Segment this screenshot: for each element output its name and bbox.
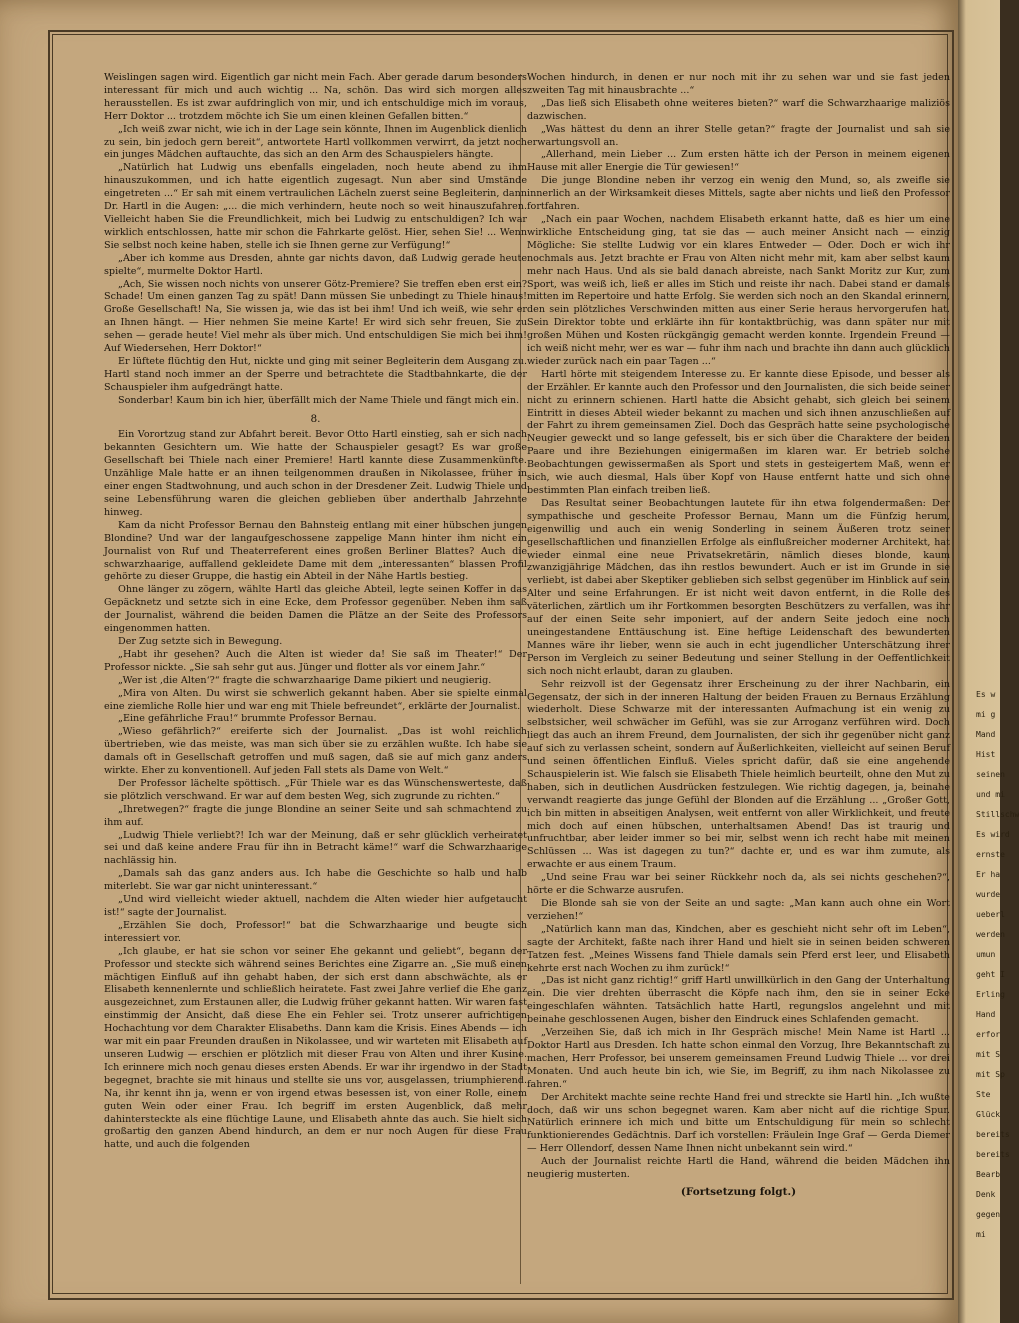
paragraph: „Und wird vielleicht wieder aktuell, nachdem die Alten wieder hier aufgetaucht ist!“ sagte der Journalist. — [104, 894, 527, 918]
paragraph: Die junge Blondine neben ihr verzog ein wenig den Mund, so, als zweifle sie innerlich an der Wirksamkeit dieses Mittels, sagte aber nichts und ließ den Professor fortfahren. — [527, 175, 950, 213]
paragraph: „Aber ich komme aus Dresden, ahnte gar nichts davon, daß Ludwig gerade heute spielte“, murmelte Doktor Hartl. — [104, 252, 527, 277]
adjacent-page-fragment: Mand — [976, 730, 996, 739]
paragraph: „Was hättest du denn an ihrer Stelle getan?“ fragte der Journalist und sah sie erwartungsvoll an. — [527, 123, 950, 148]
right-text-column — [527, 72, 950, 1286]
paragraph: „Mira von Alten. Du wirst sie schwerlich gekannt haben. Aber sie spielte einmal eine ziemliche Rolle hier und war eng mit Thiele befreundet“, erklärte der Journalist. — [104, 687, 527, 712]
paragraph: Der Professor lächelte spöttisch. „Für Thiele war es das Wünschenswerteste, daß sie plötzlich verschwand. Er war auf dem besten Weg, sich zugrunde zu richten.“ — [104, 777, 527, 802]
adjacent-page-fragment: seinen — [976, 770, 1005, 779]
paragraph: Der Architekt machte seine rechte Hand frei und streckte sie Hartl hin. „Ich wußte doch, daß wir uns schon begegnet waren. Kam aber nicht auf die richtige Spur. Natürlich erinnere ich mich und bitte um Entschuldigung für mein so schlecht funktionierendes Gedächtnis. Darf ich vorstellen: Fräulein Inge Graf — Gerda Diemer — Herr Ollendorf, dessen Name Ihnen nicht unbekannt sein wird.“ — [527, 1091, 950, 1155]
adjacent-page-fragment: Denk — [976, 1190, 996, 1199]
paragraph: „Ludwig Thiele verliebt?! Ich war der Meinung, daß er sehr glücklich verheiratet sei und daß keine andere Frau für ihn in Betracht käme!“ warf die Schwarzhaarige nachlässig hin. — [104, 829, 527, 867]
paragraph: „Erzählen Sie doch, Professor!“ bat die Schwarzhaarige und beugte sich interessiert vor. — [104, 919, 527, 944]
adjacent-page-fragment: Glück — [976, 1110, 1001, 1119]
adjacent-page-fragment: Er ha — [976, 870, 1001, 879]
paragraph: „Und seine Frau war bei seiner Rückkehr noch da, als sei nichts geschehen?“, hörte er die Schwarze ausrufen. — [527, 872, 950, 897]
adjacent-page-fragment: Stillschw — [976, 810, 1019, 819]
paragraph: „Damals sah das ganz anders aus. Ich habe die Geschichte so halb und halb miterlebt. Sie war gar nicht uninteressant.“ — [104, 868, 527, 893]
paragraph: Sonderbar! Kaum bin ich hier, überfällt mich der Name Thiele und fängt mich ein. — [118, 394, 520, 406]
paragraph: „Natürlich kann man das, Kindchen, aber es geschieht nicht sehr oft im Leben“, sagte der Architekt, faßte nach ihrer Hand und hielt sie in seinen beiden schweren Tatzen fest. „Meines Wissens fand Thiele damals sein Pferd erst leer, und Elisabeth kehrte erst nach Wochen zu ihm zurück!“ — [527, 923, 950, 974]
paragraph: „Ihretwegen?“ fragte die junge Blondine an seiner Seite und sah schmachtend zu ihm auf. — [104, 803, 527, 828]
adjacent-page-fragment: Es wird — [976, 830, 1010, 839]
paragraph: „Das ließ sich Elisabeth ohne weiteres bieten?“ warf die Schwarzhaarige maliziös dazwischen. — [527, 97, 950, 122]
paragraph: „Das ist nicht ganz richtig!“ griff Hartl unwillkürlich in den Gang der Unterhaltung ein. Die vier drehten überrascht die Köpfe nach ihm, den sie in seiner Ecke eingeschlafen wähnten. Tatsächlich hatte Hartl, regungslos angelehnt und mit beinahe geschlossenen Augen, bisher den Eindruck eines Schlafenden gemacht. — [527, 975, 950, 1026]
paragraph: Der Zug setzte sich in Bewegung. — [118, 635, 283, 647]
paragraph: „Natürlich hat Ludwig uns ebenfalls eingeladen, noch heute abend zu ihm hinauszukommen, und ich hatte eigentlich zugesagt. Nun aber sind Umstände eingetreten ...“ Er sah mit einem vertraulichen Lächeln zuerst seine Begleiterin, dann Dr. Hartl in die Augen: „... die mich verhindern, heute noch so weit hinauszufahren. Vielleicht haben Sie die Freundlichkeit, mich bei Ludwig zu entschuldigen? Ich war wirklich entschlossen, hatte mir schon die Fahrkarte gelöst. Hier, sehen Sie! ... Wenn Sie selbst noch keine haben, stelle ich sie Ihnen gerne zur Verfügung!“ — [104, 162, 527, 251]
paragraph: Die Blonde sah sie von der Seite an und sagte: „Man kann auch ohne ein Wort verziehen!“ — [527, 898, 950, 922]
adjacent-page-fragment: Hist — [976, 750, 996, 759]
paragraph: „Ich weiß zwar nicht, wie ich in der Lage sein könnte, Ihnen im Augenblick dienlich zu sein, bin jedoch gern bereit“, antwortete Hartl vollkommen verwirrt, da jetzt noch ein junges Mädchen auftauchte, das sich an den Arm des Schauspielers hängte. — [104, 123, 527, 161]
paragraph: Kam da nicht Professor Bernau den Bahnsteig entlang mit einer hübschen jungen Blondine? Und war der langaufgeschossene zappelige Mann hinter ihm nicht ein Journalist von Ruf und Theaterreferent eines großen Berliner Blattes? Auch die schwarzhaarige, auffallend gekleidete Dame mit dem „interessanten“ blassen Profil gehörte zu dieser Gruppe, die hastig ein Abteil in der Nähe Hartls bestieg. — [104, 519, 527, 583]
paragraph: „Eine gefährliche Frau!“ brummte Professor Bernau. — [118, 713, 377, 725]
paragraph: „Ich glaube, er hat sie schon vor seiner Ehe gekannt und geliebt“, begann der Professor und steckte sich während seines Berichtes eine Zigarre an. „Sie muß einen mächtigen Einfluß auf ihn gehabt haben, der sich erst dann abschwächte, als er Elisabeth kennenlernte und schließlich heiratete. Fast zwei Jahre verlief die Ehe ganz ausgezeichnet, zum Erstaunen aller, die Ludwig früher gekannt hatten. Wir waren fast einstimmig der Ansicht, daß diese Ehe ein Fehler sei. Trotz unserer aufrichtigen Hochachtung vor dem Charakter Elisabeths. Dann kam die Krisis. Eines Abends — ich war mit ein paar Freunden draußen in Nikolassee, und wir warteten mit Elisabeth auf unseren Ludwig — erschien er plötzlich mit dieser Frau von Alten und ihrer Kusine. Ich erinnere mich noch genau dieses ersten Abends. Er war ihr irgendwo in der Stadt begegnet, brachte sie mit hinaus und stellte sie uns vor, ausgelassen, triumphierend. Na, ihr kennt ihn ja, wenn er von irgend etwas besessen ist, von einer Rolle, einem guten Wein oder einer Frau. Ich begriff im ersten Augenblick, daß mehr dahintersteckte als eine flüchtige Laune, und Elisabeth ahnte das auch. Sie hielt sich großartig den ganzen Abend hindurch, an dem er nur noch Augen für diese Frau hatte, und auch die folgenden — [104, 945, 527, 1151]
paragraph: Auch der Journalist reichte Hartl die Hand, während die beiden Mädchen ihn neugierig musterten. — [527, 1156, 950, 1181]
paragraph: „Wieso gefährlich?“ ereiferte sich der Journalist. „Das ist wohl reichlich übertrieben, wie das meiste, was man sich über sie zu erzählen wußte. Ich habe sie damals oft in Gesellschaft getroffen und muß sagen, daß sie auf mich ganz anders wirkte. Eher zu konventionell. Auf jeden Fall stets als Dame von Welt.“ — [104, 726, 527, 777]
left-text-column — [104, 72, 527, 1286]
adjacent-page-fragment: mi g — [976, 710, 996, 719]
adjacent-page-fragment: ueberl — [976, 910, 1005, 919]
adjacent-page-fragment: Erling — [976, 990, 1005, 999]
adjacent-page-fragment: gegen — [976, 1210, 1001, 1219]
adjacent-page-fragment: werden — [976, 930, 1005, 939]
paragraph: „Ach, Sie wissen noch nichts von unserer Götz-Premiere? Sie treffen eben erst ein? Schade! Um einen ganzen Tag zu spät! Dann müssen Sie unbedingt zu Thiele hinaus! Große Gesellschaft! Na, Sie wissen ja, wie das ist bei ihm! Und ich weiß, wie sehr er an Ihnen hängt. — Hier nehmen Sie meine Karte! Er wird sich sehr freuen, Sie zu sehen — gerade heute! Viel mehr als über mich. Und entschuldigen Sie mich bei ihm! Auf Wiedersehen, Herr Doktor!“ — [104, 278, 527, 355]
adjacent-page-fragment: Bearb — [976, 1170, 1001, 1179]
paragraph: Wochen hindurch, in denen er nur noch mit ihr zu sehen war und sie fast jeden zweiten Tag mit hinausbrachte ...“ — [527, 72, 950, 96]
adjacent-page-fragment: wurde — [976, 890, 1001, 899]
adjacent-page-fragment: ernste — [976, 850, 1005, 859]
adjacent-page-fragment: bereits — [976, 1150, 1010, 1159]
adjacent-page-fragment: umun — [976, 950, 996, 959]
paragraph: „Habt ihr gesehen? Auch die Alten ist wieder da! Sie saß im Theater!“ Der Professor nickte. „Sie sah sehr gut aus. Jünger und flotter als vor einem Jahr.“ — [104, 648, 527, 673]
adjacent-page-fragment: Hand — [976, 1010, 996, 1019]
adjacent-page-fragment: mit S — [976, 1050, 1001, 1059]
paragraph: „Allerhand, mein Lieber ... Zum ersten hätte ich der Person in meinem eigenen Hause mit aller Energie die Tür gewiesen!“ — [527, 149, 950, 174]
paragraph: Er lüftete flüchtig den Hut, nickte und ging mit seiner Begleiterin dem Ausgang zu. Hartl stand noch immer an der Sperre und betrachtete die Stadtbahnkarte, die der Schauspieler ihm aufgedrängt hatte. — [104, 355, 527, 393]
paragraph: Hartl hörte mit steigendem Interesse zu. Er kannte diese Episode, und besser als der Erzähler. Er kannte auch den Professor und den Journalisten, die sich beide seiner nicht zu erinnern schienen. Hartl hatte die Absicht gehabt, sich gleich bei seinem Eintritt in dieses Abteil wieder bekannt zu machen und sich ihnen anzuschließen auf der Fahrt zu ihrem gemeinsamen Ziel. Doch das Gespräch hatte seine psychologische Neugier geweckt und so lange gefesselt, bis er sich über die Charaktere der beiden Paare und ihre Beziehungen einigermaßen im klaren war. Er betrieb solche Beobachtungen gewissermaßen als Sport und stets in gesteigertem Maß, wenn er sich, wie auch diesmal, Hals über Kopf von Hause entfernt hatte und sich ohne bestimmten Plan einfach treiben ließ. — [527, 368, 950, 496]
continuation-note: (Fortsetzung folgt.) — [680, 1185, 797, 1198]
adjacent-page-fragment: und mi — [976, 790, 1005, 799]
adjacent-page-edge — [958, 0, 1019, 1323]
paragraph: Ohne länger zu zögern, wählte Hartl das gleiche Abteil, legte seinen Koffer in das Gepäcknetz und setzte sich in eine Ecke, dem Professor gegenüber. Neben ihm saß der Journalist, während die beiden Damen die Plätze an der Seite des Professors eingenommen hatten. — [104, 584, 527, 635]
paragraph: Sehr reizvoll ist der Gegensatz ihrer Erscheinung zu der ihrer Nachbarin, ein Gegensatz, der sich in der inneren Haltung der beiden Frauen zu Bernaus Erzählung wiederholt. Diese Schwarze mit der interessanten Aufmachung ist ein wenig zu selbstsicher, weil schwächer im Gefühl, was sie zur Arroganz verführen wird. Doch liegt das auch an ihrem Freund, dem Journalisten, der sich ihr gegenüber nicht ganz auf sich zu verlassen scheint, sondern auf Äußerlichkeiten, vielleicht auf seinen Beruf und seinen öffentlichen Einfluß. Vieles spricht dafür, daß sie eine angehende Schauspielerin ist. Wie falsch sie Elisabeth Thiele heimlich beurteilt, ohne den Mut zu haben, sich in deutlichen Ausdrücken festzulegen. Wie richtig dagegen, ja, beinahe verwandt reagierte das junge Gefühl der Blonden auf die Erzählung ... „Großer Gott, ich bin mitten in abseitigen Analysen, weit entfernt von aller Wirklichkeit, und freute mich doch auf einen hübschen, unterhaltsamen Abend! Das ist traurig und unfruchtbar, aber leider immer so bei mir, selbst wenn ich recht habe mit meinen Schlüssen ... Was ist dagegen zu tun?“ dachte er, und es war ihm zumute, als erwachte er aus einem Traum. — [527, 678, 950, 871]
adjacent-page-fragment: geht I — [976, 970, 1005, 979]
adjacent-page-fragment: Ste — [976, 1090, 991, 1099]
adjacent-page-fragment: mi — [976, 1230, 986, 1239]
adjacent-page-fragment: Es w — [976, 690, 996, 699]
paragraph: „Nach ein paar Wochen, nachdem Elisabeth erkannt hatte, daß es hier um eine wirkliche Entscheidung ging, tat sie das — auch meiner Ansicht nach — einzig Mögliche: Sie stellte Ludwig vor ein klares Entweder — Oder. Doch er wich ihr nochmals aus. Jetzt brachte er Frau von Alten nicht mehr mit, kam aber selbst kaum mehr nach Haus. Und als sie bald danach abreiste, nach Sankt Moritz zur Kur, zum Sport, was weiß ich, ließ er alles im Stich und reiste ihr nach. Dabei stand er damals mitten im Repertoire und hatte Erfolg. Sie werden sich noch an den Skandal erinnern, den sein plötzliches Verschwinden mitten aus einer Serie heraus hervorgerufen hat. Sein Direktor tobte und erklärte ihn für kontaktbrüchig, was dann später nur mit großen Mühen und Kosten rückgängig gemacht werden konnte. Irgendein Freund — ich weiß nicht mehr, wer es war — fuhr ihm nach und brachte ihn dann auch glücklich wieder zurück nach ein paar Tagen ...“ — [527, 213, 950, 367]
paragraph: Ein Vorortzug stand zur Abfahrt bereit. Bevor Otto Hartl einstieg, sah er sich nach bekannten Gesichtern um. Wie hatte der Schauspieler gesagt? Es war große Gesellschaft bei Thiele nach einer Premiere! Hartl kannte diese Zusammenkünfte. Unzählige Male hatte er an ihnen teilgenommen draußen in Nikolassee, früher in einer engen Stadtwohnung, und auch schon in der Dresdener Zeit. Ludwig Thiele und seine Lebensführung waren die gleichen geblieben über anderthalb Jahrzehnte hinweg. — [104, 429, 527, 518]
adjacent-page-fragment: bereits — [976, 1130, 1010, 1139]
adjacent-page-fragment: erfor — [976, 1030, 1001, 1039]
section-number: 8. — [310, 412, 321, 425]
paragraph: Das Resultat seiner Beobachtungen lautete für ihn etwa folgendermaßen: Der sympathische und gescheite Professor Bernau, Mann um die Fünfzig herum, eigenwillig und auch ein wenig Sonderling in seinem Äußeren trotz seiner gesellschaftlichen und finanziellen Erfolge als einflußreicher moderner Architekt, hat wieder einmal eine neue Privatsekretärin, nämlich dieses blonde, kaum zwanzigjährige Mädchen, das ihn restlos bewundert. Auch er ist im Grunde in sie verliebt, ist dabei aber Skeptiker geblieben sich selbst gegenüber im Hinblick auf sein Alter und seine Erfahrungen. Er ist nicht weit davon entfernt, in die Rolle des väterlichen, zärtlich um ihr Fortkommen besorgten Beschützers zu verfallen, was ihr auf der einen Seite sehr imponiert, auf der andern Seite jedoch eine noch uneingestandene Enttäuschung ist. Eine heftige Leidenschaft des bewunderten Mannes wäre ihr lieber, wenn sie auch in echt jugendlicher Unterschätzung ihrer Person im Vergleich zu seiner Bedeutung und seiner Stellung in der Oeffentlichkeit sich noch nicht erlaubt, daran zu glauben. — [527, 497, 950, 677]
paragraph: Weislingen sagen wird. Eigentlich gar nicht mein Fach. Aber gerade darum besonders interessant für mich und auch wichtig ... Na, schön. Das wird sich morgen alles herausstellen. Es ist zwar aufdringlich von mir, und ich entschuldige mich im voraus, Herr Doktor ... trotzdem möchte ich Sie um einen kleinen Gefallen bitten.“ — [104, 72, 527, 122]
paragraph: „Verzeihen Sie, daß ich mich in Ihr Gespräch mische! Mein Name ist Hartl ... Doktor Hartl aus Dresden. Ich hatte schon einmal den Vorzug, Ihre Bekanntschaft zu machen, Herr Professor, bei unserem gemeinsamen Freund Ludwig Thiele ... vor drei Monaten. Und auch heute bin ich, wie Sie, im Begriff, zu ihm nach Nikolassee zu fahren.“ — [527, 1027, 950, 1090]
adjacent-page-fragment: mit Sp — [976, 1070, 1005, 1079]
paragraph: „Wer ist ‚die Alten‘?“ fragte die schwarzhaarige Dame pikiert und neugierig. — [118, 674, 492, 686]
